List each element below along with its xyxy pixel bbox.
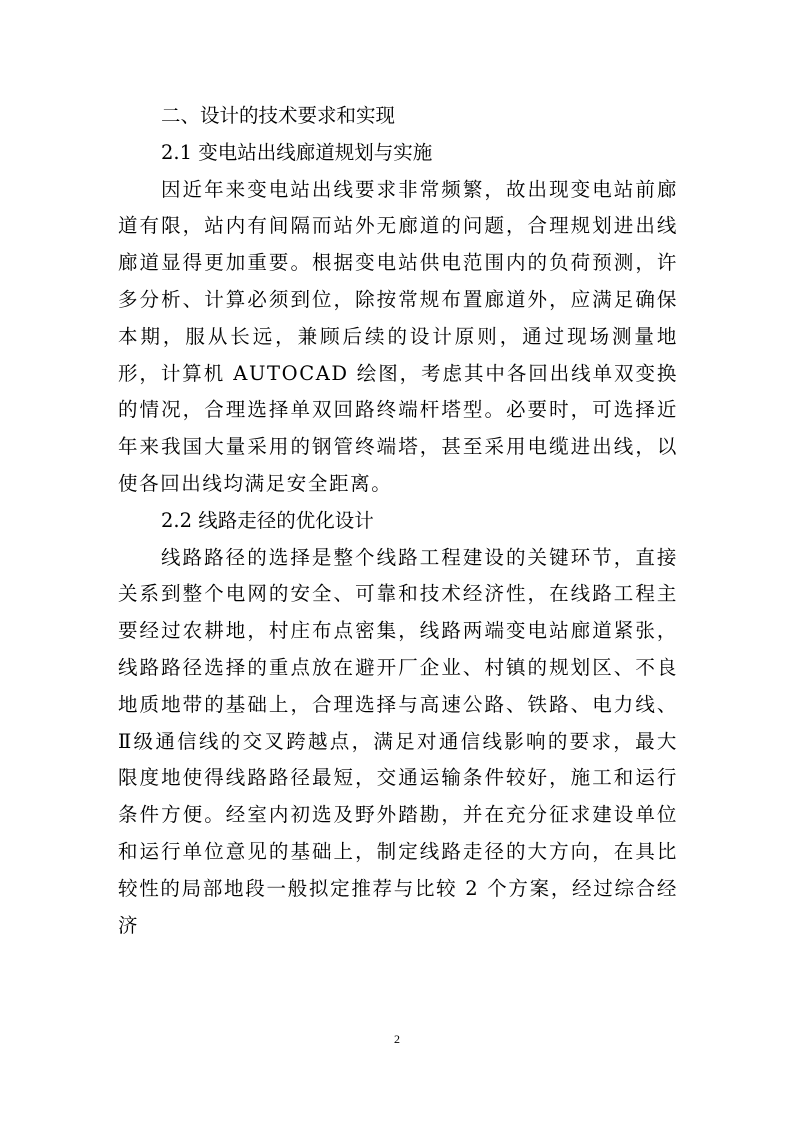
subsection-heading-2-1: 2.1 变电站出线廊道规划与实施: [161, 140, 433, 164]
paragraph-route-optimization: 线路路径的选择是整个线路工程建设的关键环节，直接关系到整个电网的安全、可靠和技术经济性，在线路工程主要经过农耕地，村庄布点密集，线路两端变电站廊道紧张，线路路径选择的重点放在避开厂企业、村镇的规划区、不良地质地带的基础上，合理选择与高速公路、铁路、电力线、Ⅱ级通信线的交叉跨越点，满足对通信线影响的要求，最大限度地使得线路路径最短，交通运输条件较好，施工和运行条件方便。经室内初选及野外踏勘，并在充分征求建设单位和运行单位意见的基础上，制定线路走径的大方向，在具比较性的局部地段一般拟定推荐与比较 2 个方案，经过综合经济: [118, 545, 678, 937]
page-number: 2: [394, 1032, 400, 1046]
page-content: [118, 98, 678, 944]
section-heading: 二、设计的技术要求和实现: [161, 104, 396, 127]
paragraph-corridor-planning: 因近年来变电站出线要求非常频繁，故出现变电站前廊道有限，站内有间隔而站外无廊道的问题，合理规划进出线廊道显得更加重要。根据变电站供电范围内的负荷预测，许多分析、计算必须到位，除按常规布置廊道外，应满足确保本期，服从长远，兼顾后续的设计原则，通过现场测量地形，计算机 AUTOCAD 绘图，考虑其中各回出线单双变换的情况，合理选择单双回路终端杆塔型。必要时，可选择近年来我国大量采用的钢管终端塔，甚至采用电缆进出线，以使各回出线均满足安全距离。: [118, 177, 678, 495]
subsection-heading-2-2: 2.2 线路走径的优化设计: [161, 508, 374, 532]
